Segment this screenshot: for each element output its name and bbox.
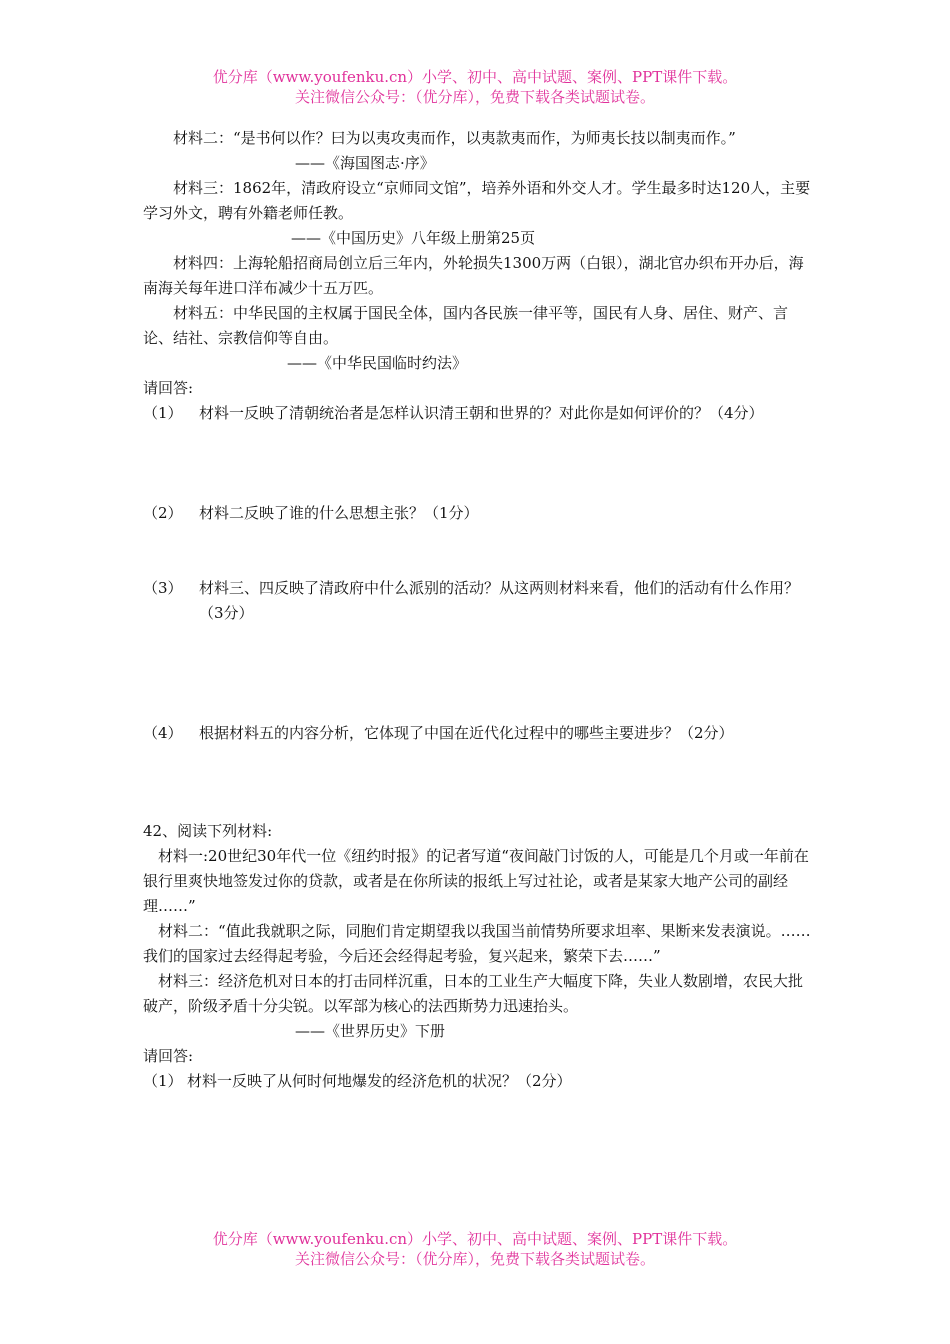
section-42-answer-prompt: 请回答: xyxy=(143,1047,194,1065)
question-3-text: 材料三、四反映了清政府中什么派别的活动？从这两则材料来看，他们的活动有什么作用？（3分） xyxy=(199,579,800,622)
footer-line-2: 关注微信公众号：（优分库），免费下载各类试题试卷。 xyxy=(294,1250,655,1268)
material-2: 材料二：“是书何以作？曰为以夷攻夷而作，以夷款夷而作，为师夷长技以制夷而作。” xyxy=(173,129,736,147)
header-line-2: 关注微信公众号：（优分库），免费下载各类试题试卷。 xyxy=(294,88,655,106)
question-2-text: 材料二反映了谁的什么思想主张？（1分） xyxy=(199,504,479,522)
footer-line-1: 优分库（www.youfenku.cn）小学、初中、高中试题、案例、PPT课件下载。 xyxy=(212,1230,738,1248)
section-42-material-3: 材料三：经济危机对日本的打击同样沉重，日本的工业生产大幅度下降，失业人数剧增，农民大批破产，阶级矛盾十分尖锐。以军部为核心的法西斯势力迅速抬头。 xyxy=(143,972,804,1015)
page-footer xyxy=(0,1229,950,1269)
question-3 xyxy=(143,576,813,626)
answer-prompt: 请回答: xyxy=(143,379,194,397)
question-1-text: 材料一反映了清朝统治者是怎样认识清王朝和世界的？对此你是如何评价的？（4分） xyxy=(199,404,764,422)
section-42-question-1 xyxy=(143,1069,813,1094)
header-line-1: 优分库（www.youfenku.cn）小学、初中、高中试题、案例、PPT课件下载。 xyxy=(212,68,738,86)
section-42-question-1-number: （1） xyxy=(143,1072,183,1090)
material-5-source: ——《中华民国临时约法》 xyxy=(287,354,468,372)
section-42-question-1-text: 材料一反映了从何时何地爆发的经济危机的状况？（2分） xyxy=(187,1072,572,1090)
question-4-number: （4） xyxy=(143,724,183,742)
section-42-material-2: 材料二：“值此我就职之际，同胞们肯定期望我以我国当前情势所要求坦率、果断来发表演说。……我们的国家过去经得起考验，今后还会经得起考验，复兴起来，繁荣下去……” xyxy=(143,922,811,965)
section-42-material-1: 材料一:20世纪30年代一位《纽约时报》的记者写道“夜间敲门讨饭的人，可能是几个月或一年前在银行里爽快地签发过你的贷款，或者是在你所读的报纸上写过社论，或者是某家大地产公司的副经理……” xyxy=(143,847,809,915)
document-body xyxy=(143,126,813,1094)
material-4: 材料四：上海轮船招商局创立后三年内，外轮损失1300万两（白银），湖北官办织布开办后，海南海关每年进口洋布减少十五万匹。 xyxy=(143,254,804,297)
question-1 xyxy=(143,401,813,426)
material-3: 材料三：1862年，清政府设立“京师同文馆”，培养外语和外交人才。学生最多时达120人，主要学习外文，聘有外籍老师任教。 xyxy=(143,179,811,222)
section-42-material-3-source: ——《世界历史》下册 xyxy=(295,1022,446,1040)
question-2 xyxy=(143,501,813,526)
material-3-source: ——《中国历史》八年级上册第25页 xyxy=(291,229,536,247)
material-5: 材料五：中华民国的主权属于国民全体，国内各民族一律平等，国民有人身、居住、财产、言论、结社、宗教信仰等自由。 xyxy=(143,304,789,347)
question-2-number: （2） xyxy=(143,504,183,522)
question-1-number: （1） xyxy=(143,404,183,422)
material-2-source: ——《海国图志·序》 xyxy=(295,154,435,172)
question-4-text: 根据材料五的内容分析，它体现了中国在近代化过程中的哪些主要进步？（2分） xyxy=(199,724,734,742)
question-4 xyxy=(143,721,813,746)
question-3-number: （3） xyxy=(143,579,183,597)
page-header xyxy=(0,67,950,107)
section-42-title: 42、阅读下列材料: xyxy=(143,822,273,840)
